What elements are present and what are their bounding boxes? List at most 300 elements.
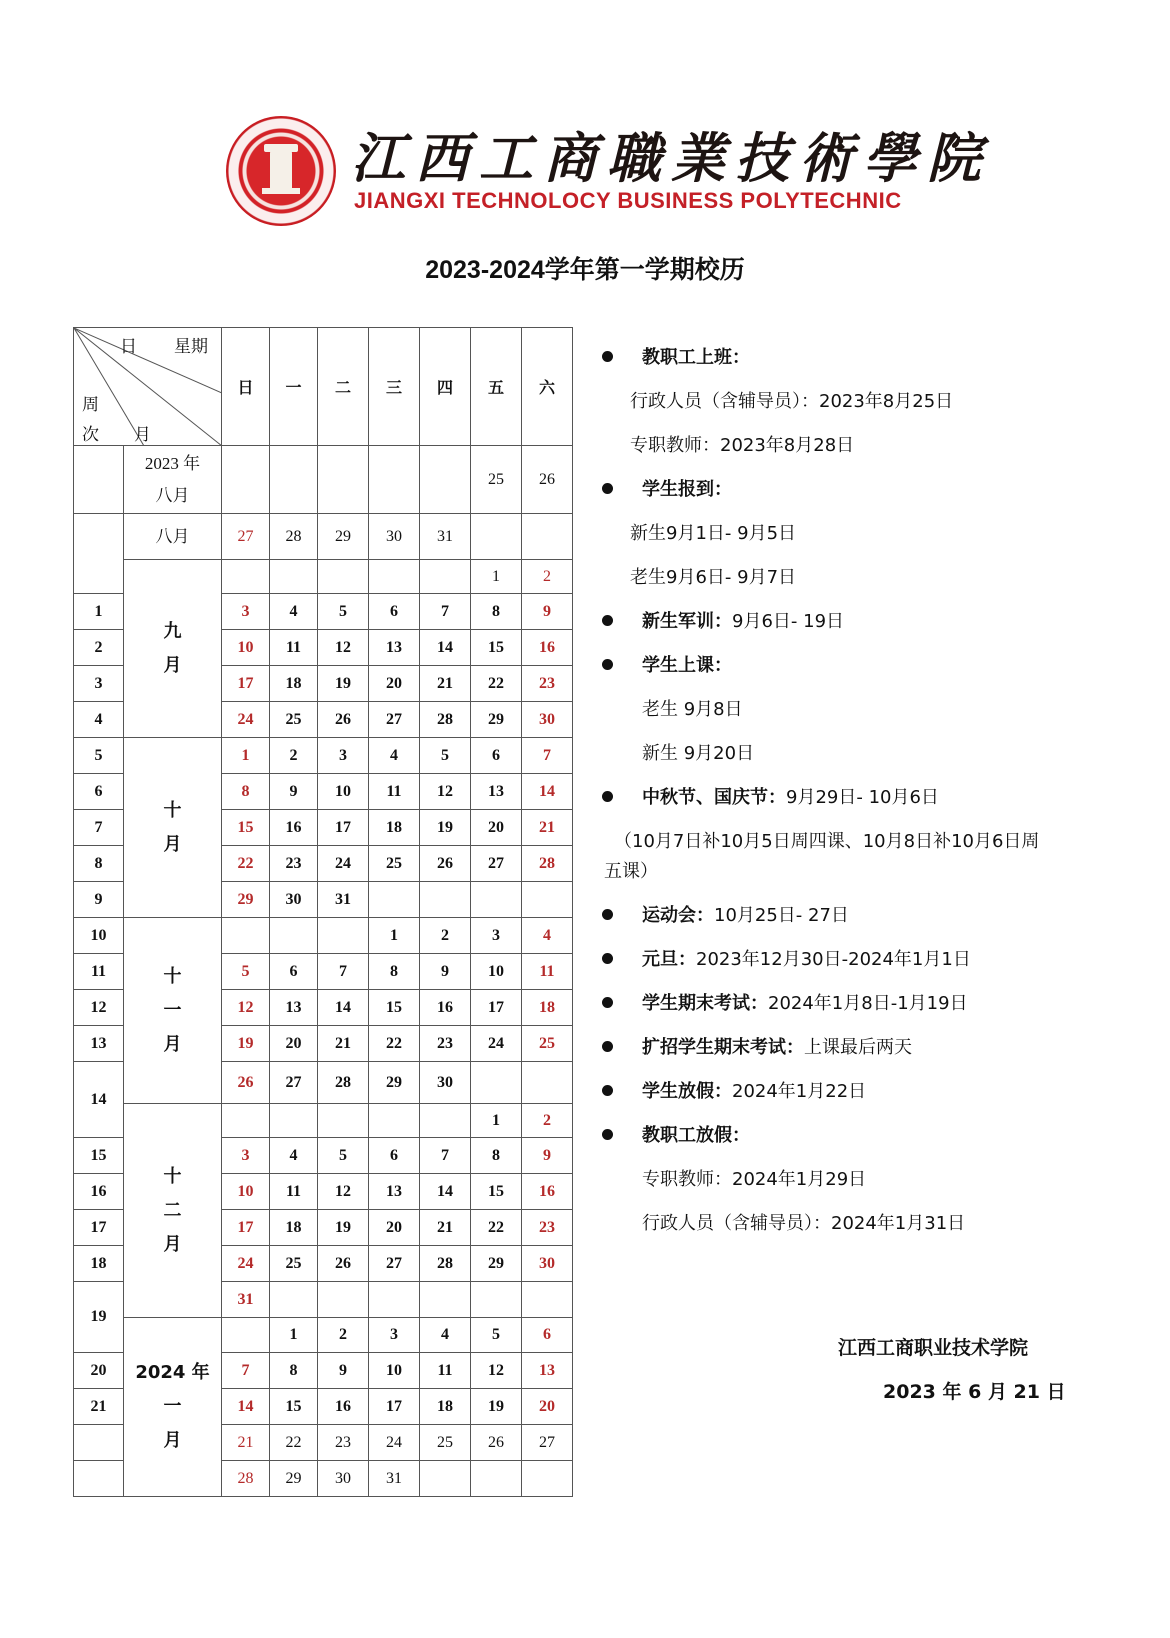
note-line — [602, 1033, 912, 1059]
day-cell: 18 — [369, 810, 420, 846]
calendar-week-row — [74, 560, 573, 594]
day-cell: 5 — [471, 1318, 522, 1353]
month-label: 2024 年 一 月 — [135, 1362, 210, 1451]
note-value: 10月25日- 27日 — [714, 905, 849, 926]
weekday-header: 一 — [270, 328, 318, 446]
month-label: 2023 年 八月 — [144, 453, 201, 505]
day-cell: 15 — [270, 1389, 318, 1425]
bullet-icon — [602, 351, 613, 362]
day-cell: 3 — [222, 594, 270, 630]
week-number-cell — [74, 514, 124, 594]
bullet-icon — [602, 909, 613, 920]
day-cell: 5 — [420, 738, 471, 774]
day-cell: 25 — [270, 702, 318, 738]
bullet-icon — [602, 997, 613, 1008]
note-line: 行政人员（含辅导员）：2024年1月31日 — [642, 1213, 966, 1234]
day-cell: 30 — [270, 882, 318, 918]
day-cell: 27 — [369, 1246, 420, 1282]
day-cell: 17 — [318, 810, 369, 846]
day-cell: 6 — [369, 1138, 420, 1174]
day-cell: 1 — [471, 1104, 522, 1138]
day-cell — [222, 1318, 270, 1353]
day-cell: 31 — [369, 1461, 420, 1497]
day-cell — [270, 1104, 318, 1138]
day-cell: 4 — [420, 1318, 471, 1353]
day-cell: 23 — [522, 1210, 573, 1246]
day-cell: 12 — [318, 630, 369, 666]
day-cell: 18 — [270, 1210, 318, 1246]
note-line: 五课） — [604, 861, 658, 882]
week-number-cell: 7 — [74, 810, 124, 846]
week-number-cell: 21 — [74, 1389, 124, 1425]
day-cell — [522, 1282, 573, 1318]
note-line — [602, 475, 732, 501]
day-cell: 25 — [369, 846, 420, 882]
day-cell — [420, 446, 471, 514]
day-cell: 29 — [222, 882, 270, 918]
day-cell: 12 — [222, 990, 270, 1026]
day-cell — [270, 446, 318, 514]
day-cell: 19 — [420, 810, 471, 846]
day-cell — [522, 1062, 573, 1104]
school-seal-logo — [226, 116, 336, 226]
weekday-header: 日 — [222, 328, 270, 446]
day-cell: 2 — [522, 560, 573, 594]
day-cell: 31 — [222, 1282, 270, 1318]
day-cell — [318, 918, 369, 954]
note-value: 9月29日- 10月6日 — [786, 787, 939, 808]
day-cell: 14 — [318, 990, 369, 1026]
note-line: 专职教师：2023年8月28日 — [630, 435, 855, 456]
day-cell: 22 — [222, 846, 270, 882]
note-line — [602, 343, 750, 369]
month-label-cell — [124, 514, 222, 560]
day-cell: 8 — [222, 774, 270, 810]
day-cell: 9 — [420, 954, 471, 990]
day-cell: 6 — [369, 594, 420, 630]
day-cell: 3 — [369, 1318, 420, 1353]
day-cell: 4 — [369, 738, 420, 774]
note-line — [602, 1077, 866, 1103]
day-cell: 30 — [522, 702, 573, 738]
day-cell: 2 — [318, 1318, 369, 1353]
week-number-cell: 19 — [74, 1282, 124, 1353]
issue-date: 2023 年 6 月 21 日 — [883, 1381, 1066, 1403]
day-cell — [522, 514, 573, 560]
week-number-cell: 16 — [74, 1174, 124, 1210]
day-cell: 26 — [471, 1425, 522, 1461]
day-cell: 5 — [318, 1138, 369, 1174]
note-line — [602, 651, 732, 677]
calendar-week-row — [74, 514, 573, 560]
day-cell — [369, 446, 420, 514]
day-cell: 9 — [522, 594, 573, 630]
day-cell: 10 — [222, 630, 270, 666]
bullet-icon — [602, 1041, 613, 1052]
note-label: 运动会： — [642, 905, 714, 926]
note-value: 2024年1月8日-1月19日 — [768, 993, 968, 1014]
day-cell — [369, 882, 420, 918]
week-number-cell — [74, 446, 124, 514]
day-cell: 30 — [318, 1461, 369, 1497]
note-label: 学生放假： — [642, 1081, 732, 1102]
day-cell — [318, 560, 369, 594]
day-cell: 29 — [471, 702, 522, 738]
day-cell: 30 — [522, 1246, 573, 1282]
day-cell: 28 — [420, 702, 471, 738]
day-cell: 25 — [471, 446, 522, 514]
note-label: 学生上课： — [642, 655, 732, 676]
day-cell: 18 — [522, 990, 573, 1026]
day-cell: 14 — [222, 1389, 270, 1425]
day-cell: 28 — [222, 1461, 270, 1497]
note-label: 扩招学生期末考试： — [642, 1037, 804, 1058]
week-number-cell — [74, 1425, 124, 1461]
day-cell: 23 — [270, 846, 318, 882]
day-cell: 9 — [270, 774, 318, 810]
day-cell: 6 — [471, 738, 522, 774]
day-cell — [270, 560, 318, 594]
week-number-cell: 13 — [74, 1026, 124, 1062]
month-label: 十 月 — [163, 799, 182, 855]
day-cell: 31 — [420, 514, 471, 560]
bullet-icon — [602, 1085, 613, 1096]
day-cell: 19 — [471, 1389, 522, 1425]
school-calendar-table — [73, 327, 573, 1497]
note-label: 中秋节、国庆节： — [642, 787, 786, 808]
day-cell: 18 — [420, 1389, 471, 1425]
day-cell: 12 — [471, 1353, 522, 1389]
day-cell: 27 — [522, 1425, 573, 1461]
bullet-icon — [602, 483, 613, 494]
bullet-icon — [602, 953, 613, 964]
note-line: 专职教师：2024年1月29日 — [642, 1169, 867, 1190]
corner-month-label: 月 — [134, 425, 151, 445]
day-cell — [270, 1282, 318, 1318]
day-cell — [369, 1282, 420, 1318]
day-cell: 1 — [270, 1318, 318, 1353]
week-number-cell: 5 — [74, 738, 124, 774]
day-cell: 13 — [270, 990, 318, 1026]
day-cell: 15 — [369, 990, 420, 1026]
week-number-cell: 4 — [74, 702, 124, 738]
day-cell — [471, 882, 522, 918]
day-cell: 21 — [318, 1026, 369, 1062]
month-label: 十 一 月 — [163, 965, 182, 1055]
day-cell: 11 — [270, 1174, 318, 1210]
day-cell — [222, 446, 270, 514]
day-cell — [318, 446, 369, 514]
day-cell: 26 — [318, 1246, 369, 1282]
day-cell: 4 — [270, 1138, 318, 1174]
calendar-week-row — [74, 918, 573, 954]
day-cell: 2 — [420, 918, 471, 954]
day-cell: 27 — [471, 846, 522, 882]
day-cell: 1 — [222, 738, 270, 774]
calendar-header-row — [74, 328, 573, 446]
note-line: 老生 9月8日 — [642, 699, 743, 720]
day-cell: 2 — [522, 1104, 573, 1138]
day-cell: 4 — [522, 918, 573, 954]
note-value: 2023年12月30日-2024年1月1日 — [696, 949, 971, 970]
day-cell: 27 — [369, 702, 420, 738]
day-cell — [420, 1282, 471, 1318]
note-label: 学生期末考试： — [642, 993, 768, 1014]
note-label: 教职工上班： — [642, 347, 750, 368]
bullet-icon — [602, 1129, 613, 1140]
page-title: 2023-2024学年第一学期校历 — [425, 256, 745, 284]
day-cell — [318, 1282, 369, 1318]
note-label: 学生报到： — [642, 479, 732, 500]
day-cell: 20 — [270, 1026, 318, 1062]
day-cell: 24 — [318, 846, 369, 882]
day-cell — [522, 1461, 573, 1497]
day-cell: 23 — [522, 666, 573, 702]
day-cell: 23 — [420, 1026, 471, 1062]
day-cell: 29 — [318, 514, 369, 560]
day-cell: 14 — [522, 774, 573, 810]
seal-emblem-icon — [270, 150, 292, 190]
week-number-cell — [74, 1461, 124, 1497]
day-cell: 22 — [471, 1210, 522, 1246]
day-cell — [420, 1104, 471, 1138]
day-cell: 16 — [318, 1389, 369, 1425]
week-number-cell: 9 — [74, 882, 124, 918]
day-cell: 11 — [369, 774, 420, 810]
corner-header-cell — [74, 328, 222, 446]
day-cell: 16 — [420, 990, 471, 1026]
corner-weekday-label: 星期 — [174, 337, 208, 357]
calendar-week-row — [74, 1318, 573, 1353]
day-cell: 24 — [222, 1246, 270, 1282]
calendar-week-row — [74, 738, 573, 774]
day-cell: 19 — [222, 1026, 270, 1062]
day-cell — [420, 560, 471, 594]
note-value: 2024年1月22日 — [732, 1081, 867, 1102]
day-cell: 3 — [222, 1138, 270, 1174]
day-cell — [471, 514, 522, 560]
day-cell: 19 — [318, 1210, 369, 1246]
day-cell: 3 — [318, 738, 369, 774]
school-name-en: JIANGXI TECHNOLOCY BUSINESS POLYTECHNIC — [354, 188, 902, 213]
day-cell: 28 — [522, 846, 573, 882]
day-cell — [471, 1062, 522, 1104]
weekday-header: 二 — [318, 328, 369, 446]
day-cell: 11 — [522, 954, 573, 990]
bullet-icon — [602, 791, 613, 802]
week-number-cell: 3 — [74, 666, 124, 702]
day-cell: 8 — [471, 1138, 522, 1174]
corner-week-label-2: 次 — [82, 425, 99, 445]
day-cell: 13 — [369, 630, 420, 666]
week-number-cell: 11 — [74, 954, 124, 990]
note-value: 9月6日- 19日 — [732, 611, 845, 632]
day-cell: 15 — [471, 1174, 522, 1210]
day-cell: 27 — [270, 1062, 318, 1104]
day-cell — [222, 918, 270, 954]
day-cell: 5 — [222, 954, 270, 990]
school-name-cn: 江西工商職業技術學院 — [351, 126, 991, 190]
week-number-cell: 2 — [74, 630, 124, 666]
day-cell: 29 — [369, 1062, 420, 1104]
day-cell: 26 — [222, 1062, 270, 1104]
month-label-cell — [124, 446, 222, 514]
month-label-cell — [124, 918, 222, 1104]
day-cell: 17 — [369, 1389, 420, 1425]
day-cell: 20 — [369, 1210, 420, 1246]
day-cell — [222, 1104, 270, 1138]
day-cell — [420, 882, 471, 918]
day-cell: 11 — [270, 630, 318, 666]
day-cell: 13 — [522, 1353, 573, 1389]
day-cell: 14 — [420, 630, 471, 666]
month-label-cell — [124, 560, 222, 738]
day-cell: 24 — [222, 702, 270, 738]
day-cell: 13 — [471, 774, 522, 810]
day-cell: 3 — [471, 918, 522, 954]
day-cell — [522, 882, 573, 918]
day-cell: 28 — [318, 1062, 369, 1104]
day-cell: 9 — [522, 1138, 573, 1174]
note-line — [602, 783, 939, 809]
day-cell — [420, 1461, 471, 1497]
day-cell: 21 — [420, 666, 471, 702]
day-cell: 8 — [471, 594, 522, 630]
day-cell — [369, 560, 420, 594]
week-number-cell: 15 — [74, 1138, 124, 1174]
day-cell: 27 — [222, 514, 270, 560]
note-line: 新生 9月20日 — [642, 743, 755, 764]
calendar-week-row — [74, 1104, 573, 1138]
day-cell: 5 — [318, 594, 369, 630]
day-cell — [369, 1104, 420, 1138]
day-cell: 29 — [270, 1461, 318, 1497]
school-header — [226, 108, 991, 228]
month-label-cell — [124, 1104, 222, 1318]
note-line: 新生9月1日- 9月5日 — [630, 523, 797, 544]
day-cell: 10 — [471, 954, 522, 990]
day-cell: 25 — [270, 1246, 318, 1282]
note-line: 行政人员（含辅导员）：2023年8月25日 — [630, 391, 954, 412]
day-cell: 20 — [471, 810, 522, 846]
week-number-cell: 6 — [74, 774, 124, 810]
day-cell: 16 — [522, 1174, 573, 1210]
day-cell — [222, 560, 270, 594]
week-number-cell: 10 — [74, 918, 124, 954]
day-cell: 11 — [420, 1353, 471, 1389]
day-cell: 13 — [369, 1174, 420, 1210]
note-label: 教职工放假： — [642, 1125, 750, 1146]
day-cell: 22 — [369, 1026, 420, 1062]
note-line — [602, 1121, 750, 1147]
day-cell: 21 — [522, 810, 573, 846]
day-cell: 17 — [222, 666, 270, 702]
day-cell: 18 — [270, 666, 318, 702]
note-line: 老生9月6日- 9月7日 — [630, 567, 797, 588]
calendar-week-row — [74, 446, 573, 514]
corner-day-label: 日 — [120, 337, 137, 357]
day-cell: 25 — [420, 1425, 471, 1461]
day-cell: 12 — [318, 1174, 369, 1210]
note-label: 元旦： — [642, 949, 696, 970]
day-cell: 25 — [522, 1026, 573, 1062]
week-number-cell: 8 — [74, 846, 124, 882]
day-cell: 26 — [318, 702, 369, 738]
week-number-cell: 18 — [74, 1246, 124, 1282]
day-cell — [318, 1104, 369, 1138]
month-label: 八月 — [155, 526, 190, 546]
day-cell: 26 — [420, 846, 471, 882]
day-cell: 7 — [318, 954, 369, 990]
weekday-header: 三 — [369, 328, 420, 446]
day-cell: 4 — [270, 594, 318, 630]
day-cell: 10 — [318, 774, 369, 810]
month-label-cell — [124, 738, 222, 918]
day-cell: 1 — [369, 918, 420, 954]
bullet-icon — [602, 615, 613, 626]
corner-week-label: 周 — [82, 395, 99, 415]
day-cell: 29 — [471, 1246, 522, 1282]
day-cell: 22 — [270, 1425, 318, 1461]
day-cell: 6 — [522, 1318, 573, 1353]
day-cell: 6 — [270, 954, 318, 990]
month-label-cell — [124, 1318, 222, 1497]
note-line: （10月7日补10月5日周四课、10月8日补10月6日周 — [614, 831, 1040, 852]
week-number-cell: 14 — [74, 1062, 124, 1138]
week-number-cell: 12 — [74, 990, 124, 1026]
day-cell — [471, 1282, 522, 1318]
day-cell: 26 — [522, 446, 573, 514]
weekday-header: 四 — [420, 328, 471, 446]
day-cell: 31 — [318, 882, 369, 918]
day-cell: 24 — [369, 1425, 420, 1461]
week-number-cell: 20 — [74, 1353, 124, 1389]
day-cell: 7 — [522, 738, 573, 774]
week-number-cell: 1 — [74, 594, 124, 630]
day-cell: 28 — [420, 1246, 471, 1282]
note-value: 上课最后两天 — [804, 1037, 912, 1058]
day-cell: 28 — [270, 514, 318, 560]
day-cell: 17 — [222, 1210, 270, 1246]
day-cell: 21 — [420, 1210, 471, 1246]
day-cell: 7 — [420, 594, 471, 630]
day-cell: 8 — [369, 954, 420, 990]
day-cell: 20 — [522, 1389, 573, 1425]
day-cell: 10 — [369, 1353, 420, 1389]
day-cell: 20 — [369, 666, 420, 702]
day-cell — [270, 918, 318, 954]
day-cell: 2 — [270, 738, 318, 774]
day-cell: 1 — [471, 560, 522, 594]
day-cell: 21 — [222, 1425, 270, 1461]
bullet-icon — [602, 659, 613, 670]
day-cell: 12 — [420, 774, 471, 810]
day-cell: 7 — [222, 1353, 270, 1389]
note-line — [602, 607, 844, 633]
day-cell: 19 — [318, 666, 369, 702]
issuer-name: 江西工商职业技术学院 — [838, 1337, 1029, 1359]
day-cell: 10 — [222, 1174, 270, 1210]
day-cell: 9 — [318, 1353, 369, 1389]
day-cell: 23 — [318, 1425, 369, 1461]
day-cell: 14 — [420, 1174, 471, 1210]
note-line — [602, 945, 971, 971]
weekday-header: 六 — [522, 328, 573, 446]
note-line — [602, 901, 849, 927]
day-cell: 15 — [471, 630, 522, 666]
month-label: 九 月 — [163, 620, 182, 676]
weekday-header: 五 — [471, 328, 522, 446]
